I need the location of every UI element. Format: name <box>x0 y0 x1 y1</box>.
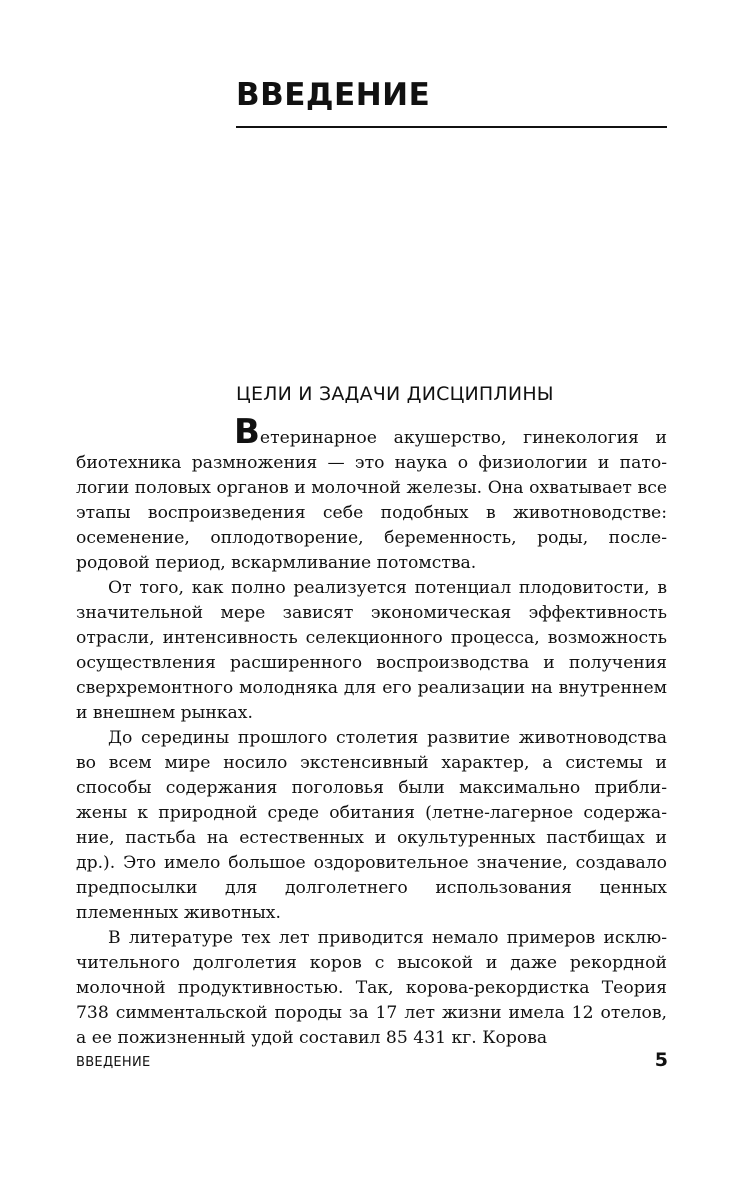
paragraph-4: В литературе тех лет приводится немало примеров исключительного долголетия коров с высокой и даже рекордной молочной продуктивностью. Так, корова-рекордистка Теория 738 симментальской породы за 17 лет жизни имела 12 отелов, а ее пожизненный удой составил 85 431 кг. Корова <box>76 928 667 1048</box>
paragraph-1 <box>76 412 667 576</box>
paragraph-2: От того, как полно реализуется потенциал плодовитости, в значительной мере зависят экономическая эффективность отрасли, интенсивность селекционного процесса, возможность осуществления расширенного воспроизводства и получения сверхремонтного молодняка для его реализации на внутреннем и внешнем рынках. <box>76 578 667 723</box>
page-number: 5 <box>654 1049 668 1071</box>
chapter-title: ВВЕДЕНИЕ <box>236 77 431 113</box>
chapter-divider <box>236 126 667 128</box>
initial-letter: В <box>234 412 260 452</box>
running-footer-title: ВВЕДЕНИЕ <box>76 1055 151 1070</box>
paragraph-1-text: етеринарное акушерство, гинекология и биотехника размножения — это наука о физиологии и патологии половых органов и молочной железы. Она охватывает все этапы воспроизведения себе подобных в животноводстве: осеменение, оплодотворение, беременность, роды, послеродовой период, вскармливание потомства. <box>76 428 667 573</box>
body-text <box>76 412 667 1051</box>
section-title: ЦЕЛИ И ЗАДАЧИ ДИСЦИПЛИНЫ <box>236 383 554 405</box>
paragraph-3: До середины прошлого столетия развитие животноводства во всем мире носило экстенсивный характер, а системы и способы содержания поголовья были максимально приближены к природной среде обитания (летне-лагерное содержание, пастьба на естественных и окультуренных пастбищах и др.). Это имело большое оздоровительное значение, создавало предпосылки для долголетнего использования ценных племенных животных. <box>76 728 667 923</box>
